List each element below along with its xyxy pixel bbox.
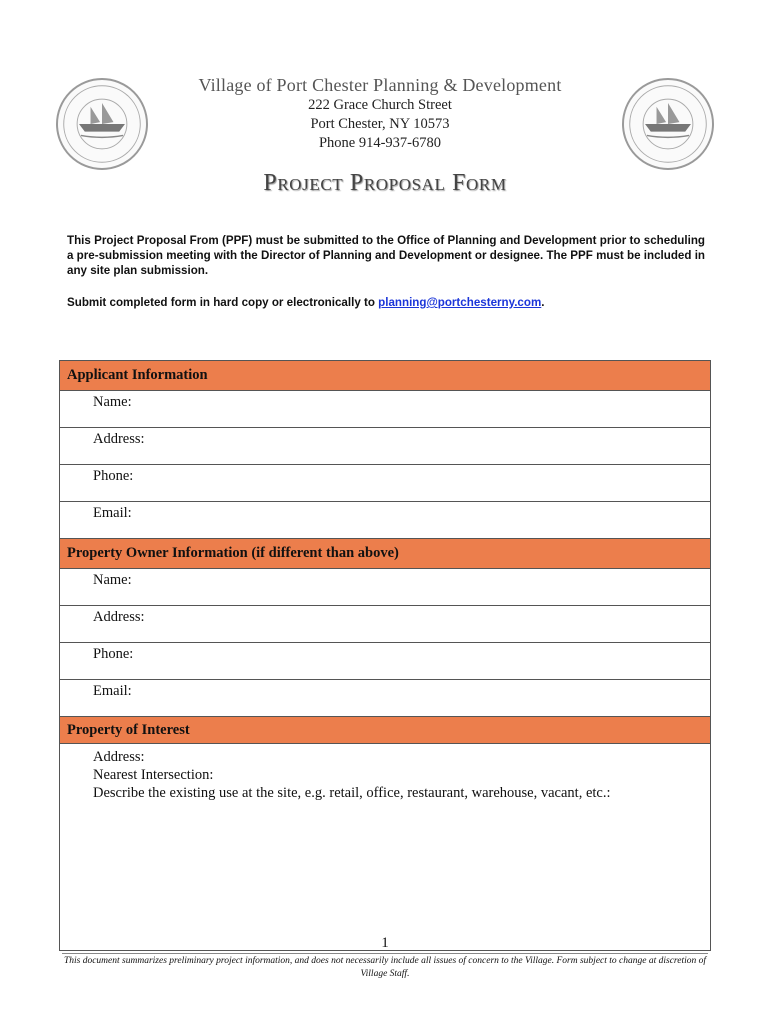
owner-phone-label: Phone: — [93, 646, 134, 662]
applicant-name-field[interactable] — [60, 391, 710, 428]
property-address-label: Address: — [93, 749, 145, 765]
owner-address-field[interactable] — [60, 606, 710, 643]
section-header-applicant: Applicant Information — [60, 361, 710, 391]
village-seal-right — [622, 78, 714, 170]
owner-email-label: Email: — [93, 683, 132, 699]
owner-name-field[interactable] — [60, 569, 710, 606]
submit-suffix: . — [541, 296, 545, 309]
applicant-phone-field[interactable] — [60, 465, 710, 502]
owner-email-field[interactable] — [60, 680, 710, 717]
footer-disclaimer: This document summarizes preliminary project information, and does not necessarily include all issues of concern to the Village. Form subject to change at discretion of Village Staff. — [62, 953, 708, 981]
applicant-phone-label: Phone: — [93, 468, 134, 484]
applicant-address-label: Address: — [93, 431, 145, 447]
section-header-owner: Property Owner Information (if different than above) — [60, 539, 710, 569]
nearest-intersection-label: Nearest Intersection: — [93, 767, 214, 783]
form-title: Project Proposal Form — [263, 170, 507, 196]
submit-instructions — [67, 296, 707, 309]
section-header-property: Property of Interest — [60, 717, 710, 744]
property-details-field[interactable] — [60, 744, 710, 950]
owner-address-label: Address: — [93, 609, 145, 625]
organization-name: Village of Port Chester Planning & Development — [198, 75, 562, 95]
applicant-email-label: Email: — [93, 505, 132, 521]
city-address: Port Chester, NY 10573 — [310, 116, 450, 132]
applicant-address-field[interactable] — [60, 428, 710, 465]
existing-use-label: Describe the existing use at the site, e.g. retail, office, restaurant, warehouse, vacant, etc.: — [93, 785, 611, 801]
street-address: 222 Grace Church Street — [308, 97, 452, 113]
applicant-email-field[interactable] — [60, 502, 710, 539]
intro-paragraph: This Project Proposal From (PPF) must be submitted to the Office of Planning and Development prior to scheduling a pre-submission meeting with the Director of Planning and Development or designee. The PPF must be included in any site plan submission. — [67, 234, 705, 277]
village-seal-left — [56, 78, 148, 170]
page-number: 1 — [381, 935, 389, 951]
applicant-name-label: Name: — [93, 394, 132, 410]
letterhead — [150, 74, 610, 153]
submit-text: Submit completed form in hard copy or electronically to — [67, 296, 379, 309]
proposal-form-table — [59, 360, 711, 951]
planning-email-link[interactable]: planning@portchesterny.com — [378, 296, 542, 309]
owner-phone-field[interactable] — [60, 643, 710, 680]
phone-number: Phone 914-937-6780 — [318, 135, 442, 151]
owner-name-label: Name: — [93, 572, 132, 588]
